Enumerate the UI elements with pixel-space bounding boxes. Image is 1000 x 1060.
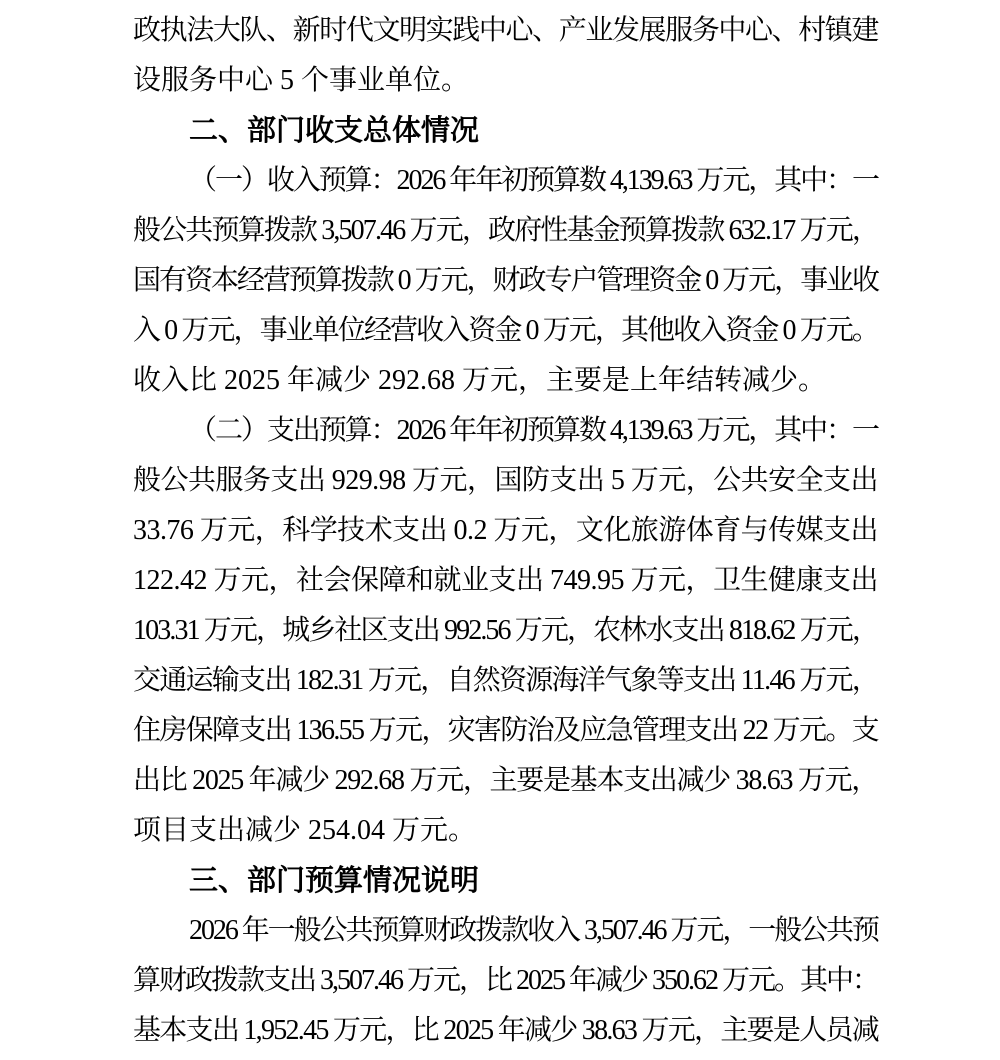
text-line: 2026 年一般公共预算财政拨款收入 3,507.46 万元，一般公共预 — [189, 915, 878, 946]
text-line: 收入比 2025 年减少 292.68 万元，主要是上年结转减少。 — [133, 365, 827, 396]
text-line: 政执法大队、新时代文明实践中心、产业发展服务中心、村镇建 — [133, 15, 878, 46]
text-line: 33.76 万元，科学技术支出 0.2 万元，文化旅游体育与传媒支出 — [133, 515, 878, 546]
text-line: 算财政拨款支出 3,507.46 万元，比 2025 年减少 350.62 万元。其中： — [133, 965, 878, 996]
section-heading-2: 二、部门收支总体情况 — [189, 115, 480, 147]
text-line: 住房保障支出 136.55 万元，灾害防治及应急管理支出 22 万元。支 — [133, 715, 878, 746]
text-line: 基本支出 1,952.45 万元，比 2025 年减少 38.63 万元，主要是人员减 — [133, 1015, 878, 1046]
text-line: 交通运输支出 182.31 万元，自然资源海洋气象等支出 11.46 万元， — [133, 665, 878, 696]
text-line: 设服务中心 5 个事业单位。 — [133, 65, 470, 96]
text-line: 出比 2025 年减少 292.68 万元，主要是基本支出减少 38.63 万元， — [133, 765, 878, 796]
text-line: 般公共预算拨款 3,507.46 万元，政府性基金预算拨款 632.17 万元， — [133, 215, 878, 246]
section-heading-3: 三、部门预算情况说明 — [189, 865, 480, 897]
text-line: （二）支出预算：2026 年年初预算数 4,139.63 万元，其中：一 — [189, 415, 878, 446]
document-page — [133, 6, 878, 1056]
text-line: 般公共服务支出 929.98 万元，国防支出 5 万元，公共安全支出 — [133, 465, 878, 496]
text-line: （一）收入预算：2026 年年初预算数 4,139.63 万元，其中：一 — [189, 165, 878, 196]
text-line: 国有资本经营预算拨款 0 万元，财政专户管理资金 0 万元，事业收 — [133, 265, 878, 296]
text-line: 入 0 万元，事业单位经营收入资金 0 万元，其他收入资金 0 万元。 — [133, 315, 878, 346]
text-line: 103.31 万元，城乡社区支出 992.56 万元，农林水支出 818.62 万元， — [133, 615, 878, 646]
text-line: 122.42 万元，社会保障和就业支出 749.95 万元，卫生健康支出 — [133, 565, 878, 596]
text-line: 项目支出减少 254.04 万元。 — [133, 815, 477, 846]
